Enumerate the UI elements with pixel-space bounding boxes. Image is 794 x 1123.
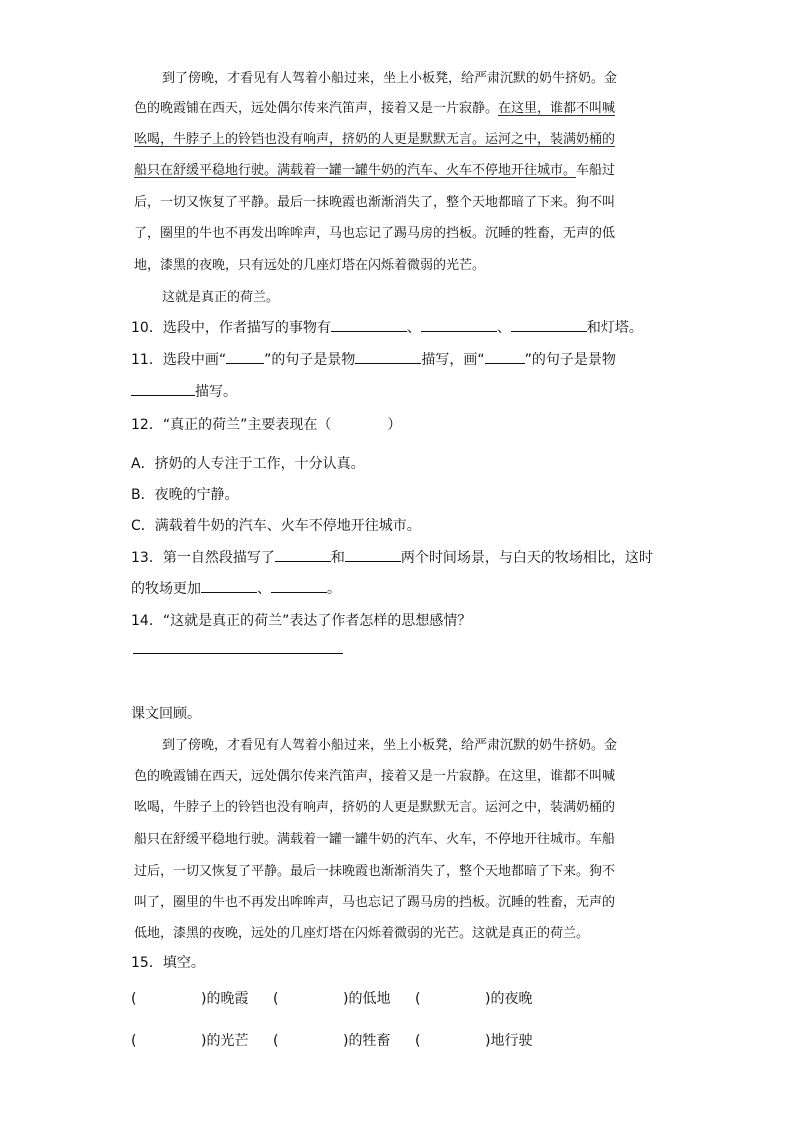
passage2-line: 船只在舒缓平稳地行驶。满载着一罐一罐牛奶的汽车、火车，不停地开往城市。车船 <box>134 832 616 847</box>
passage1-line: 地，漆黑的夜晚，只有远处的几座灯塔在闪烁着微弱的光芒。 <box>134 258 486 273</box>
passage2-line: 到了傍晚，才看见有人驾着小船过来，坐上小板凳，给严肃沉默的奶牛挤奶。金 <box>162 738 618 753</box>
option-a[interactable]: A．挤奶的人专注于工作，十分认真。 <box>131 456 365 472</box>
fill-item[interactable]: ( )的光芒 <box>131 1033 249 1049</box>
passage2-line: 低地，漆黑的夜晚，远处的几座灯塔在闪烁着微弱的光芒。这就是真正的荷兰。 <box>134 926 590 941</box>
option-c[interactable]: C．满载着牛奶的汽车、火车不停地开往城市。 <box>131 518 421 534</box>
passage1-line: 到了傍晚，才看见有人驾着小船过来，坐上小板凳，给严肃沉默的奶牛挤奶。金 <box>162 71 618 86</box>
fill-item[interactable]: ( )的晚霞 <box>131 991 249 1007</box>
answer-blank[interactable] <box>331 317 407 332</box>
question-13: 13．第一自然段描写了 和 两个时间场景，与白天的牧场相比，这时 <box>131 547 653 567</box>
passage1-closing: 这就是真正的荷兰。 <box>162 290 280 305</box>
underlined-sentence: 吆喝，牛脖子上的铃铛也没有响声，挤奶的人更是默默无言。 <box>134 132 486 147</box>
question-11: 11．选段中画“ ”的句子是景物 描写，画“ ”的句子是景物 <box>131 349 616 369</box>
passage1-line: 后，一切又恢复了平静。最后一抹晚霞也渐渐消失了，整个天地都暗了下来。狗不叫 <box>134 195 616 210</box>
passage1-line: 船只在舒缓平稳地行驶。满载着一罐一罐牛奶的汽车、火车不停地开往城市。车船过 <box>134 163 616 178</box>
answer-blank[interactable] <box>355 349 421 364</box>
underline-sample <box>226 349 264 364</box>
section-heading: 课文回顾。 <box>131 706 201 722</box>
passage1-line: 色的晚霞铺在西天，远处偶尔传来汽笛声，接着又是一片寂静。在这里，谁都不叫喊 <box>134 101 616 116</box>
answer-line[interactable] <box>133 653 343 654</box>
option-b[interactable]: B．夜晚的宁静。 <box>131 487 239 503</box>
fill-row-1 <box>131 988 557 1008</box>
question-10: 10．选段中，作者描写的事物有 、 、 和灯塔。 <box>131 317 643 337</box>
answer-blank[interactable] <box>201 578 257 593</box>
fill-item[interactable]: ( )地行驶 <box>415 1033 533 1049</box>
passage1-line: 了，圈里的牛也不再发出哞哞声，马也忘记了踢马房的挡板。沉睡的牲畜，无声的低 <box>134 226 616 241</box>
underline-sample <box>485 349 525 364</box>
passage1-line: 吆喝，牛脖子上的铃铛也没有响声，挤奶的人更是默默无言。运河之中，装满奶桶的 <box>134 132 616 147</box>
question-13-continued: 的牧场更加 、 。 <box>131 578 341 598</box>
answer-blank[interactable] <box>271 578 327 593</box>
fill-item[interactable]: ( )的夜晚 <box>415 991 533 1007</box>
fill-row-2 <box>131 1030 557 1050</box>
answer-blank[interactable] <box>275 547 331 562</box>
answer-blank[interactable] <box>421 317 497 332</box>
question-15: 15．填空。 <box>131 955 205 971</box>
question-12: 12．“真正的荷兰”主要表现在（ ） <box>131 417 402 433</box>
fill-item[interactable]: ( )的牲畜 <box>273 1033 391 1049</box>
answer-blank[interactable] <box>131 381 195 396</box>
question-14: 14．“这就是真正的荷兰”表达了作者怎样的思想感情？ <box>131 613 472 629</box>
passage2-line: 叫了，圈里的牛也不再发出哞哞声，马也忘记了踢马房的挡板。沉睡的牲畜，无声的 <box>134 895 616 910</box>
question-11-continued: 描写。 <box>131 381 237 401</box>
answer-blank[interactable] <box>345 547 401 562</box>
passage2-line: 色的晚霞铺在西天，远处偶尔传来汽笛声，接着又是一片寂静。在这里，谁都不叫喊 <box>134 769 616 784</box>
passage2-line: 吆喝，牛脖子上的铃铛也没有响声，挤奶的人更是默默无言。运河之中，装满奶桶的 <box>134 800 616 815</box>
fill-item[interactable]: ( )的低地 <box>273 991 391 1007</box>
underlined-sentence: 船只在舒缓平稳地行驶。 <box>134 163 278 178</box>
underlined-sentence: 在这里，谁都不叫喊 <box>498 101 616 116</box>
answer-blank[interactable] <box>511 317 587 332</box>
underlined-sentence: 满载着一罐一罐牛奶的汽车、火车不停地开往城市。 <box>277 163 577 178</box>
passage2-line: 过后，一切又恢复了平静。最后一抹晚霞也渐渐消失了，整个天地都暗了下来。狗不 <box>134 864 616 879</box>
